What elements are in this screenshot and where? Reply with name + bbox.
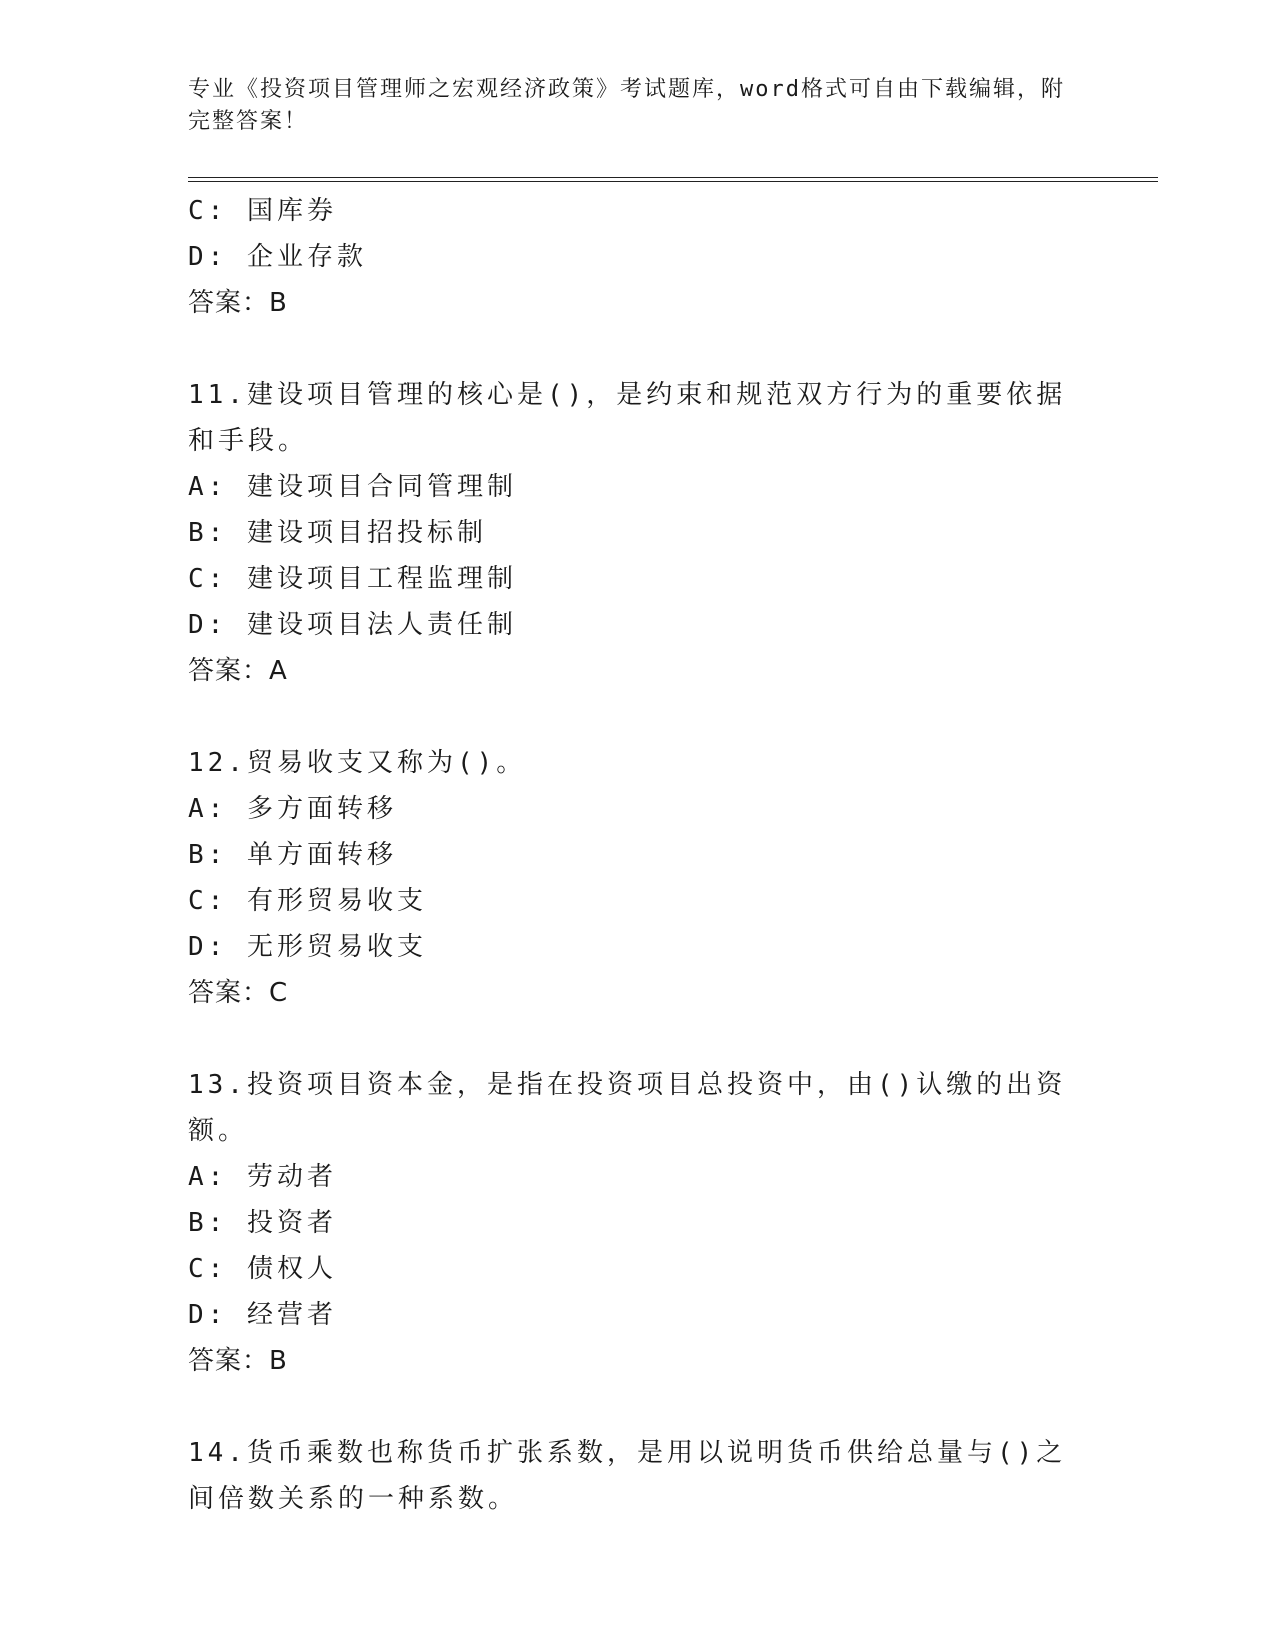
question-text: 12.贸易收支又称为()。 <box>188 748 527 778</box>
header-divider <box>188 177 1158 182</box>
option-a: A: 建设项目合同管理制 <box>188 472 517 502</box>
document-header: 专业《投资项目管理师之宏观经济政策》考试题库，word格式可自由下载编辑，附完整答案！ <box>188 77 1065 134</box>
prev-answer: 答案：B <box>188 288 288 318</box>
option-d: D: 建设项目法人责任制 <box>188 610 517 640</box>
option-c: C: 建设项目工程监理制 <box>188 564 517 594</box>
answer: 答案：C <box>188 978 289 1008</box>
option-a: A: 劳动者 <box>188 1162 337 1192</box>
question-11 <box>188 372 1088 694</box>
option-d: D: 经营者 <box>188 1300 337 1330</box>
question-14 <box>188 1430 1088 1522</box>
prev-option-c: C: 国库券 <box>188 196 337 226</box>
question-text: 11.建设项目管理的核心是()，是约束和规范双方行为的重要依据和手段。 <box>188 380 1067 456</box>
question-text: 13.投资项目资本金，是指在投资项目总投资中，由()认缴的出资额。 <box>188 1070 1067 1146</box>
option-c: C: 债权人 <box>188 1254 337 1284</box>
prev-option-d: D: 企业存款 <box>188 242 367 272</box>
option-b: B: 投资者 <box>188 1208 337 1238</box>
option-c: C: 有形贸易收支 <box>188 886 427 916</box>
question-12 <box>188 740 1088 1016</box>
question-13 <box>188 1062 1088 1384</box>
document-content <box>188 188 1088 1522</box>
option-b: B: 建设项目招投标制 <box>188 518 487 548</box>
option-b: B: 单方面转移 <box>188 840 397 870</box>
answer: 答案：B <box>188 1346 288 1376</box>
option-a: A: 多方面转移 <box>188 794 397 824</box>
question-text: 14.货币乘数也称货币扩张系数，是用以说明货币供给总量与()之间倍数关系的一种系数。 <box>188 1438 1067 1514</box>
option-d: D: 无形贸易收支 <box>188 932 427 962</box>
answer: 答案：A <box>188 656 288 686</box>
